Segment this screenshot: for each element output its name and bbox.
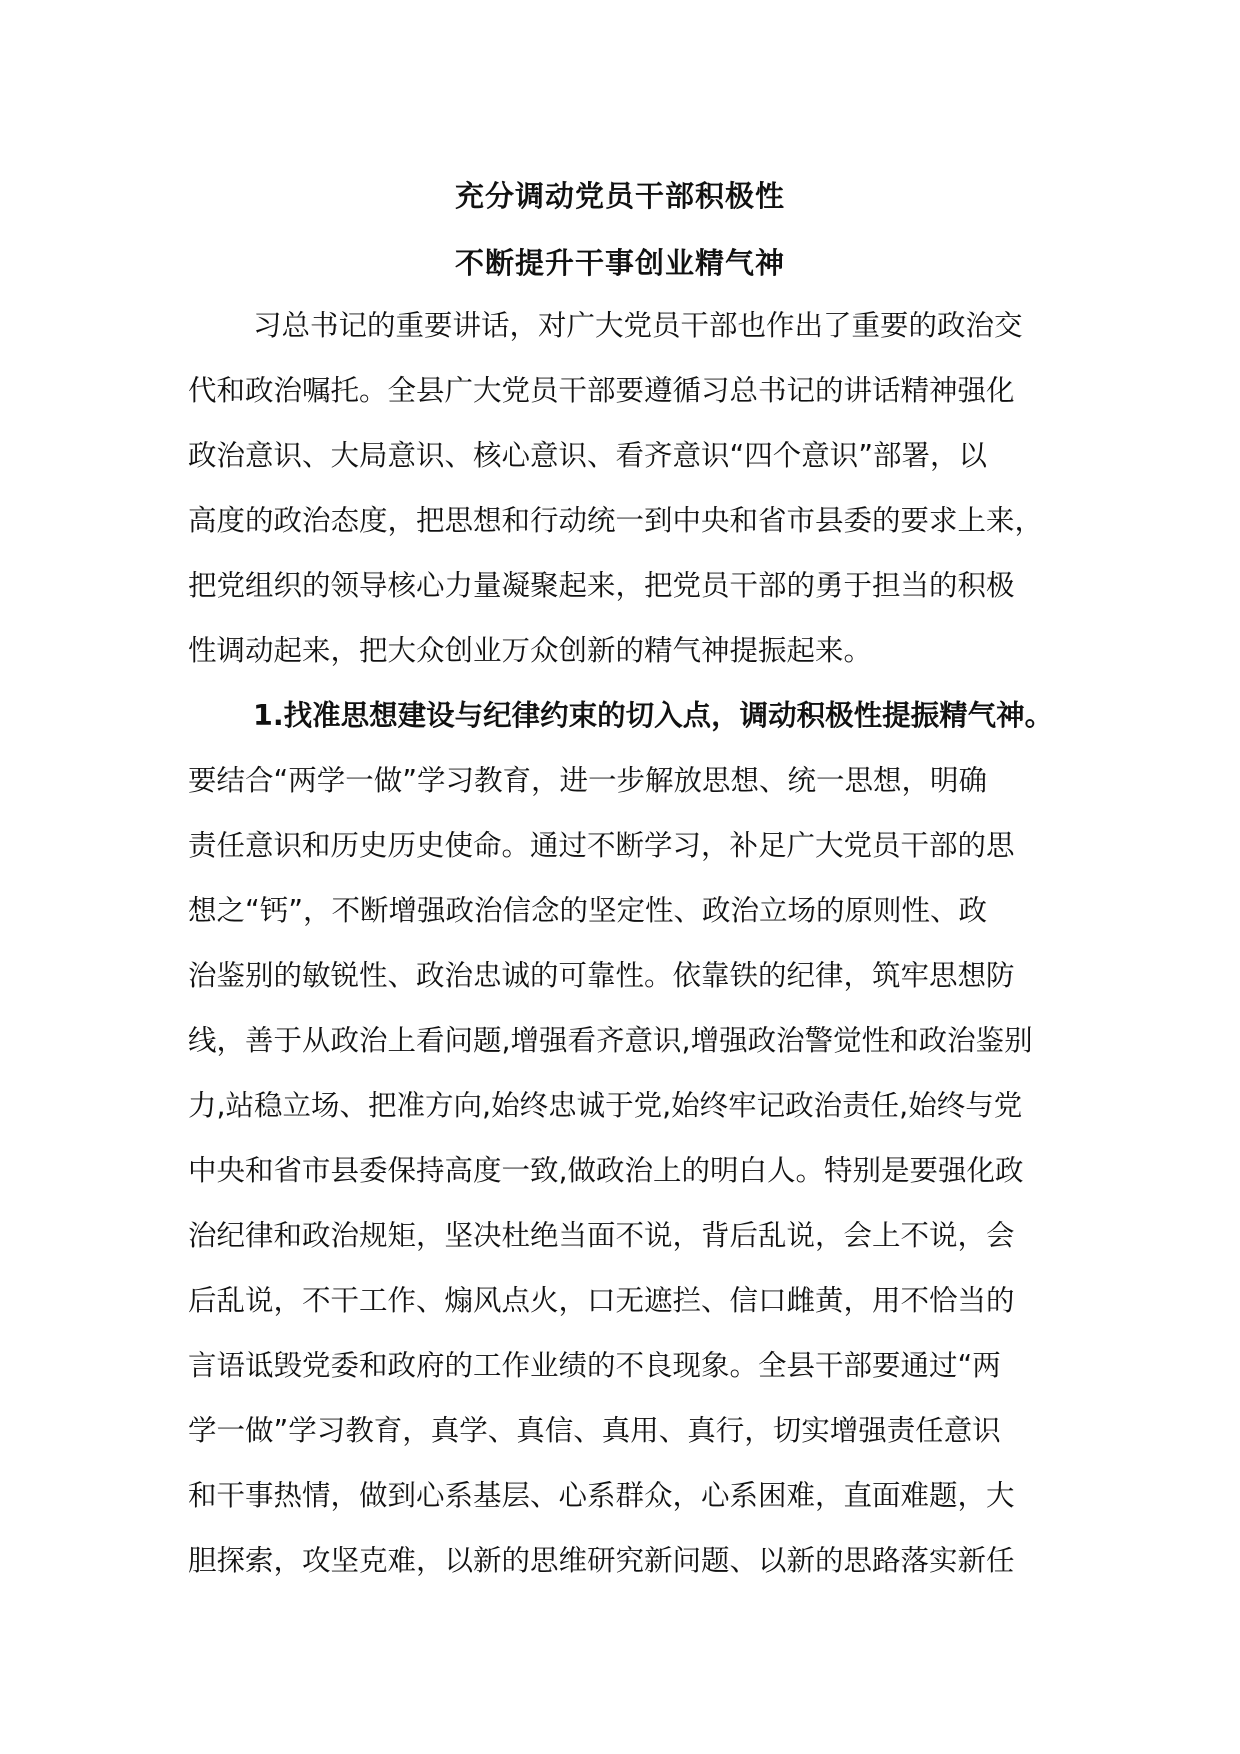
paragraph-line: 言语诋毁党委和政府的工作业绩的不良现象。全县干部要通过“两 (188, 1349, 1001, 1382)
paragraph-line: 胆探索，攻坚克难，以新的思维研究新问题、以新的思路落实新任 (188, 1544, 1015, 1577)
paragraph-line: 想之“钙”，不断增强政治信念的坚定性、政治立场的原则性、政 (188, 894, 988, 927)
paragraph-line: 性调动起来，把大众创业万众创新的精气神提振起来。 (188, 634, 873, 667)
paragraph-line: 学一做”学习教育，真学、真信、真用、真行，切实增强责任意识 (188, 1414, 1001, 1447)
paragraph-line: 线，善于从政治上看问题,增强看齐意识,增强政治警觉性和政治鉴别 (188, 1024, 1033, 1057)
paragraph-line: 代和政治嘱托。全县广大党员干部要遵循习总书记的讲话精神强化 (188, 374, 1015, 407)
paragraph-line: 把党组织的领导核心力量凝聚起来，把党员干部的勇于担当的积极 (188, 569, 1015, 602)
paragraph-line: 治鉴别的敏锐性、政治忠诚的可靠性。依靠铁的纪律，筑牢思想防 (188, 959, 1015, 992)
paragraph-line: 高度的政治态度，把思想和行动统一到中央和省市县委的要求上来， (188, 504, 1044, 537)
paragraph-line: 责任意识和历史历史使命。通过不断学习，补足广大党员干部的思 (188, 829, 1015, 862)
paragraph-line: 和干事热情，做到心系基层、心系群众，心系困难，直面难题，大 (188, 1479, 1015, 1512)
document-title-line-2: 不断提升干事创业精气神 (454, 246, 785, 280)
paragraph-line: 政治意识、大局意识、核心意识、看齐意识“四个意识”部署，以 (188, 439, 988, 472)
document-title-line-1: 充分调动党员干部积极性 (454, 179, 785, 213)
paragraph-line: 后乱说，不干工作、煽风点火，口无遮拦、信口雌黄，用不恰当的 (188, 1284, 1015, 1317)
section-heading: 1.找准思想建设与纪律约束的切入点，调动积极性提振精气神。 (253, 699, 1054, 732)
paragraph-line: 中央和省市县委保持高度一致,做政治上的明白人。特别是要强化政 (188, 1154, 1024, 1187)
paragraph-line: 力,站稳立场、把准方向,始终忠诚于党,始终牢记政治责任,始终与党 (188, 1089, 1023, 1122)
paragraph-line: 要结合“两学一做”学习教育，进一步解放思想、统一思想，明确 (188, 764, 988, 797)
paragraph-line: 习总书记的重要讲话，对广大党员干部也作出了重要的政治交 (253, 309, 1023, 342)
paragraph-line: 治纪律和政治规矩，坚决杜绝当面不说，背后乱说，会上不说，会 (188, 1219, 1015, 1252)
